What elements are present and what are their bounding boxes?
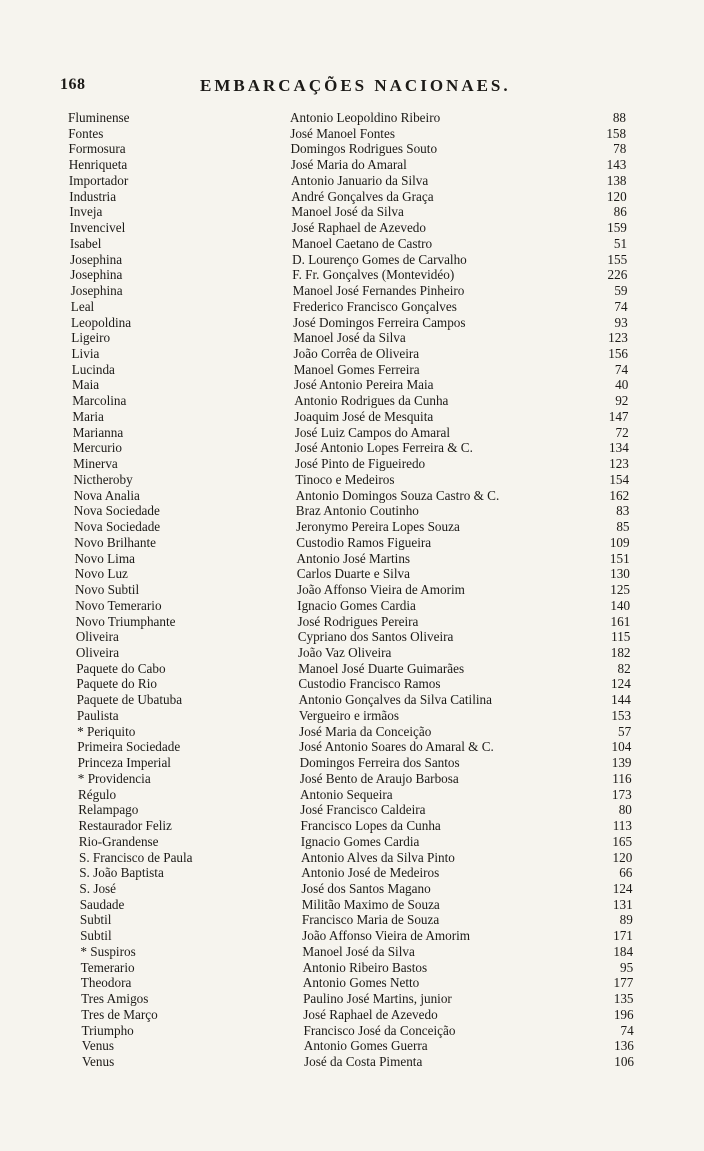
vessel-owner: Antonio Gomes Guerra (303, 1038, 428, 1054)
vessel-name: Saudade (79, 896, 125, 912)
register-row (0, 141, 704, 157)
vessel-owner: José Antonio Lopes Ferreira & C. (294, 440, 473, 456)
vessel-tonnage: 144 (611, 692, 631, 708)
running-title: EMBARCAÇÕES NACIONAES. (200, 76, 511, 95)
vessel-tonnage: 78 (613, 141, 627, 157)
register-row (0, 126, 704, 142)
vessel-owner: Jeronymo Pereira Lopes Souza (296, 519, 460, 535)
vessel-name: Fontes (68, 125, 104, 141)
register-row (0, 755, 704, 771)
vessel-name: Rio-Grandense (78, 833, 159, 849)
vessel-owner: Antonio Ribeiro Bastos (302, 959, 428, 975)
register-row (0, 1054, 704, 1070)
vessel-owner: José Maria do Amaral (290, 157, 407, 173)
vessel-name: Relampago (78, 802, 139, 818)
vessel-name: Marianna (72, 424, 124, 440)
vessel-tonnage: 153 (611, 707, 632, 723)
vessel-tonnage: 124 (611, 676, 631, 692)
vessel-name: Formosura (68, 141, 126, 157)
vessel-name: Novo Brilhante (74, 534, 156, 550)
vessel-name: Novo Lima (74, 550, 135, 566)
vessel-tonnage: 151 (609, 550, 630, 566)
register-row (0, 393, 704, 409)
register-row (0, 472, 704, 488)
vessel-tonnage: 72 (615, 424, 629, 440)
register-row (0, 236, 704, 252)
vessel-name: Subtil (79, 912, 112, 928)
vessel-tonnage: 85 (616, 519, 630, 535)
vessel-tonnage: 74 (620, 1022, 634, 1038)
vessel-owner: Francisco Lopes da Cunha (300, 818, 441, 834)
register-row (0, 346, 704, 362)
vessel-tonnage: 120 (606, 188, 627, 204)
register-row (0, 267, 704, 283)
vessel-tonnage: 104 (611, 739, 632, 755)
register-row (0, 299, 704, 315)
vessel-name: S. José (79, 880, 117, 896)
vessel-tonnage: 196 (613, 1006, 634, 1022)
page-header (60, 76, 650, 100)
register-row (0, 488, 704, 504)
register-row (0, 535, 704, 551)
vessel-owner: José dos Santos Magano (301, 880, 431, 896)
vessel-owner: José Maria da Conceição (299, 723, 432, 739)
register-row (0, 881, 704, 897)
vessel-owner: Antonio Leopoldino Ribeiro (290, 110, 441, 125)
vessel-owner: D. Lourenço Gomes de Carvalho (292, 251, 467, 267)
vessel-name: * Suspiros (80, 943, 136, 959)
vessel-name: Maia (72, 377, 100, 393)
vessel-name: Primeira Sociedade (77, 739, 181, 755)
vessel-tonnage: 155 (607, 251, 628, 267)
vessel-owner: José Antonio Soares do Amaral & C. (299, 739, 494, 755)
vessel-owner: José Luiz Campos do Amaral (294, 424, 450, 440)
vessel-name: Tres de Março (81, 1006, 158, 1022)
vessel-tonnage: 154 (609, 471, 630, 487)
register-row (0, 865, 704, 881)
vessel-name: Oliveira (75, 644, 120, 660)
vessel-tonnage: 89 (619, 912, 633, 928)
vessel-name: Henriqueta (68, 157, 128, 173)
vessel-owner: Carlos Duarte e Silva (296, 566, 410, 582)
vessel-tonnage: 139 (611, 755, 632, 771)
register-row (0, 912, 704, 928)
vessel-owner: Antonio Gomes Netto (302, 975, 420, 991)
register-row (0, 928, 704, 944)
register-row (0, 173, 704, 189)
vessel-owner: João Corrêa de Oliveira (293, 346, 420, 362)
vessel-owner: Domingos Ferreira dos Santos (299, 755, 460, 771)
vessel-tonnage: 140 (610, 597, 631, 613)
vessel-owner: Antonio Rodrigues da Cunha (294, 393, 449, 409)
vessel-owner: Vergueiro e irmãos (298, 707, 399, 723)
register-row (0, 566, 704, 582)
vessel-name: Venus (82, 1054, 115, 1070)
vessel-tonnage: 82 (617, 660, 631, 676)
vessel-owner: José Raphael de Azevedo (291, 220, 426, 236)
vessel-tonnage: 106 (614, 1054, 634, 1070)
vessel-name: Josephina (70, 283, 123, 299)
vessel-owner: Domingos Rodrigues Souto (290, 141, 438, 157)
vessel-tonnage: 59 (614, 283, 628, 299)
vessel-name: Oliveira (75, 629, 119, 645)
vessel-tonnage: 125 (610, 582, 630, 598)
vessel-tonnage: 93 (614, 314, 628, 330)
vessel-tonnage: 86 (613, 204, 627, 220)
register-row (0, 802, 704, 818)
vessel-name: Minerva (73, 456, 118, 472)
vessel-owner: Custodio Francisco Ramos (298, 676, 441, 692)
vessel-owner: Manoel Gomes Ferreira (293, 361, 420, 377)
vessel-tonnage: 124 (612, 880, 633, 896)
vessel-tonnage: 130 (610, 566, 630, 582)
vessel-name: Paquete de Ubatuba (76, 692, 183, 708)
vessel-tonnage: 95 (620, 959, 634, 975)
vessel-name: Venus (81, 1038, 115, 1054)
register-row (0, 204, 704, 220)
register-row (0, 629, 704, 645)
vessel-owner: José da Costa Pimenta (304, 1054, 423, 1070)
register-row (0, 991, 704, 1007)
vessel-tonnage: 113 (612, 818, 632, 834)
vessel-name: * Periquito (77, 723, 136, 739)
page-number: 168 (60, 76, 86, 93)
vessel-name: Tres Amigos (81, 991, 149, 1007)
register-row (0, 425, 704, 441)
register-row (0, 582, 704, 598)
vessel-tonnage: 143 (606, 157, 627, 173)
vessel-owner: Frederico Francisco Gonçalves (292, 298, 457, 314)
vessel-tonnage: 135 (613, 991, 634, 1007)
vessel-owner: Antonio José Martins (296, 550, 411, 566)
vessel-name: Theodora (80, 975, 132, 991)
vessel-tonnage: 74 (614, 361, 629, 377)
vessel-tonnage: 173 (611, 786, 632, 802)
vessel-owner: João Vaz Oliveira (297, 644, 392, 660)
register-row (0, 850, 704, 866)
vessel-owner: José Antonio Pereira Maia (294, 377, 434, 393)
vessel-tonnage: 57 (618, 723, 632, 739)
register-row (0, 787, 704, 803)
register-row (0, 771, 704, 787)
register-row (0, 614, 704, 630)
vessel-name: Isabel (69, 235, 102, 251)
vessel-owner: Manoel José da Silva (302, 943, 415, 959)
vessel-name: Leopoldina (71, 314, 132, 330)
vessel-owner: Militão Maximo de Souza (301, 896, 440, 912)
register-row (0, 975, 704, 991)
vessel-name: Subtil (80, 928, 112, 944)
vessel-owner: José Bento de Araujo Barbosa (299, 770, 459, 786)
vessel-tonnage: 171 (613, 928, 633, 944)
register-row (0, 1038, 704, 1054)
register-row (0, 283, 704, 299)
vessel-name: Josephina (70, 267, 123, 283)
vessel-tonnage: 182 (610, 644, 631, 660)
vessel-name: Novo Luz (74, 566, 128, 582)
register-row (0, 330, 704, 346)
vessel-owner: José Pinto de Figueiredo (295, 456, 426, 472)
vessel-tonnage: 115 (611, 629, 631, 645)
vessel-name: * Providencia (77, 770, 151, 786)
vessel-tonnage: 123 (609, 456, 629, 472)
register-row (0, 897, 704, 913)
vessel-name: Paquete do Rio (76, 676, 157, 692)
vessel-owner: Manoel Caetano de Castro (291, 235, 433, 251)
vessel-tonnage: 131 (612, 896, 633, 912)
vessel-tonnage: 159 (607, 220, 627, 236)
vessel-name: Restaurador Feliz (78, 818, 172, 834)
vessel-name: Mercurio (72, 440, 122, 456)
vessel-tonnage: 184 (613, 943, 634, 959)
register-row (0, 661, 704, 677)
register-row (0, 818, 704, 834)
vessel-tonnage: 66 (619, 865, 633, 881)
vessel-owner: Manoel José Fernandes Pinheiro (292, 283, 465, 299)
vessel-tonnage: 136 (614, 1038, 634, 1054)
register-row (0, 519, 704, 535)
register-row (0, 157, 704, 173)
vessel-owner: Manoel José da Silva (291, 204, 404, 220)
vessel-name: Livia (71, 346, 100, 362)
vessel-tonnage: 162 (609, 487, 630, 503)
vessel-owner: Francisco José da Conceição (303, 1022, 456, 1038)
vessel-tonnage: 226 (607, 267, 628, 283)
vessel-register-list (0, 110, 704, 1070)
vessel-owner: Joaquim José de Mesquita (294, 408, 434, 424)
vessel-name: Novo Subtil (75, 582, 140, 598)
vessel-name: Maria (72, 408, 104, 424)
vessel-name: Princeza Imperial (77, 755, 171, 771)
vessel-tonnage: 147 (608, 408, 629, 424)
vessel-tonnage: 40 (615, 377, 629, 393)
vessel-owner: João Affonso Vieira de Amorim (302, 928, 471, 944)
vessel-owner: Antonio Gonçalves da Silva Catilina (298, 692, 492, 708)
vessel-name: Inveja (69, 204, 103, 220)
vessel-owner: Antonio Domingos Souza Castro & C. (295, 487, 500, 503)
vessel-owner: Cypriano dos Santos Oliveira (297, 629, 454, 645)
vessel-owner: José Domingos Ferreira Campos (293, 314, 466, 330)
vessel-owner: Braz Antonio Coutinho (295, 503, 419, 519)
vessel-owner: Ignacio Gomes Cardia (297, 597, 416, 613)
vessel-owner: Manoel José da Silva (293, 330, 406, 346)
vessel-name: Importador (68, 172, 129, 188)
vessel-name: Josephina (70, 251, 123, 267)
vessel-tonnage: 83 (616, 503, 630, 519)
register-row (0, 252, 704, 268)
vessel-owner: Francisco Maria de Souza (301, 912, 440, 928)
vessel-name: Invencivel (69, 220, 126, 236)
vessel-name: Nova Sociedade (73, 503, 160, 519)
vessel-tonnage: 123 (608, 330, 628, 346)
register-row (0, 189, 704, 205)
vessel-name: Industria (69, 188, 117, 204)
vessel-owner: Antonio Alves da Silva Pinto (301, 849, 455, 865)
register-row (0, 409, 704, 425)
vessel-owner: José Raphael de Azevedo (303, 1006, 438, 1022)
vessel-name: S. Francisco de Paula (79, 849, 193, 865)
register-row (0, 676, 704, 692)
vessel-tonnage: 177 (613, 975, 634, 991)
vessel-tonnage: 109 (609, 534, 630, 550)
register-row (0, 1007, 704, 1023)
vessel-tonnage: 138 (606, 172, 627, 188)
vessel-tonnage: 158 (606, 125, 627, 141)
vessel-tonnage: 161 (610, 613, 631, 629)
vessel-name: Novo Triumphante (75, 613, 176, 629)
vessel-tonnage: 80 (618, 802, 632, 818)
vessel-owner: Tinoco e Medeiros (295, 471, 395, 487)
register-row (0, 645, 704, 661)
vessel-name: Paquete do Cabo (76, 660, 166, 676)
register-row (0, 220, 704, 236)
vessel-name: S. João Baptista (79, 865, 164, 881)
register-row (0, 739, 704, 755)
register-row (0, 377, 704, 393)
register-row (0, 110, 704, 126)
vessel-owner: João Affonso Vieira de Amorim (297, 582, 465, 598)
register-row (0, 440, 704, 456)
vessel-name: Novo Temerario (75, 597, 162, 613)
register-row (0, 456, 704, 472)
vessel-owner: Antonio Januario da Silva (290, 172, 429, 188)
register-row (0, 708, 704, 724)
vessel-owner: Manoel José Duarte Guimarães (298, 660, 465, 676)
vessel-name: Paulista (76, 707, 119, 723)
register-row (0, 551, 704, 567)
vessel-name: Régulo (78, 786, 117, 802)
register-row (0, 315, 704, 331)
vessel-tonnage: 134 (609, 440, 629, 456)
vessel-tonnage: 120 (612, 849, 633, 865)
vessel-name: Triumpho (81, 1022, 134, 1038)
vessel-name: Marcolina (72, 393, 127, 409)
vessel-name: Leal (70, 298, 95, 314)
register-row (0, 692, 704, 708)
vessel-tonnage: 156 (608, 346, 628, 362)
vessel-tonnage: 116 (612, 770, 632, 786)
vessel-owner: Antonio Sequeira (300, 786, 393, 802)
vessel-owner: Custodio Ramos Figueira (296, 534, 432, 550)
vessel-tonnage: 92 (615, 393, 629, 409)
vessel-tonnage: 88 (612, 110, 626, 125)
vessel-name: Nictheroby (73, 471, 133, 487)
register-row (0, 834, 704, 850)
vessel-owner: Ignacio Gomes Cardia (300, 833, 420, 849)
vessel-tonnage: 51 (613, 235, 628, 251)
register-row (0, 598, 704, 614)
register-row (0, 944, 704, 960)
vessel-owner: Antonio José de Medeiros (301, 865, 440, 881)
register-row (0, 960, 704, 976)
vessel-name: Lucinda (71, 361, 115, 377)
vessel-name: Ligeiro (71, 330, 111, 346)
vessel-name: Fluminense (68, 110, 130, 125)
vessel-name: Nova Sociedade (74, 519, 161, 535)
vessel-owner: F. Fr. Gonçalves (Montevidéo) (292, 267, 455, 283)
vessel-name: Nova Analia (73, 487, 140, 503)
vessel-name: Temerario (80, 959, 135, 975)
register-row (0, 503, 704, 519)
vessel-owner: José Francisco Caldeira (300, 802, 426, 818)
vessel-owner: José Rodrigues Pereira (297, 613, 419, 629)
register-row (0, 724, 704, 740)
vessel-owner: André Gonçalves da Graça (291, 188, 434, 204)
register-row (0, 362, 704, 378)
vessel-tonnage: 74 (614, 298, 628, 314)
register-row (0, 1023, 704, 1039)
vessel-owner: José Manoel Fontes (290, 125, 395, 141)
vessel-owner: Paulino José Martins, junior (303, 991, 452, 1007)
vessel-tonnage: 165 (612, 833, 633, 849)
